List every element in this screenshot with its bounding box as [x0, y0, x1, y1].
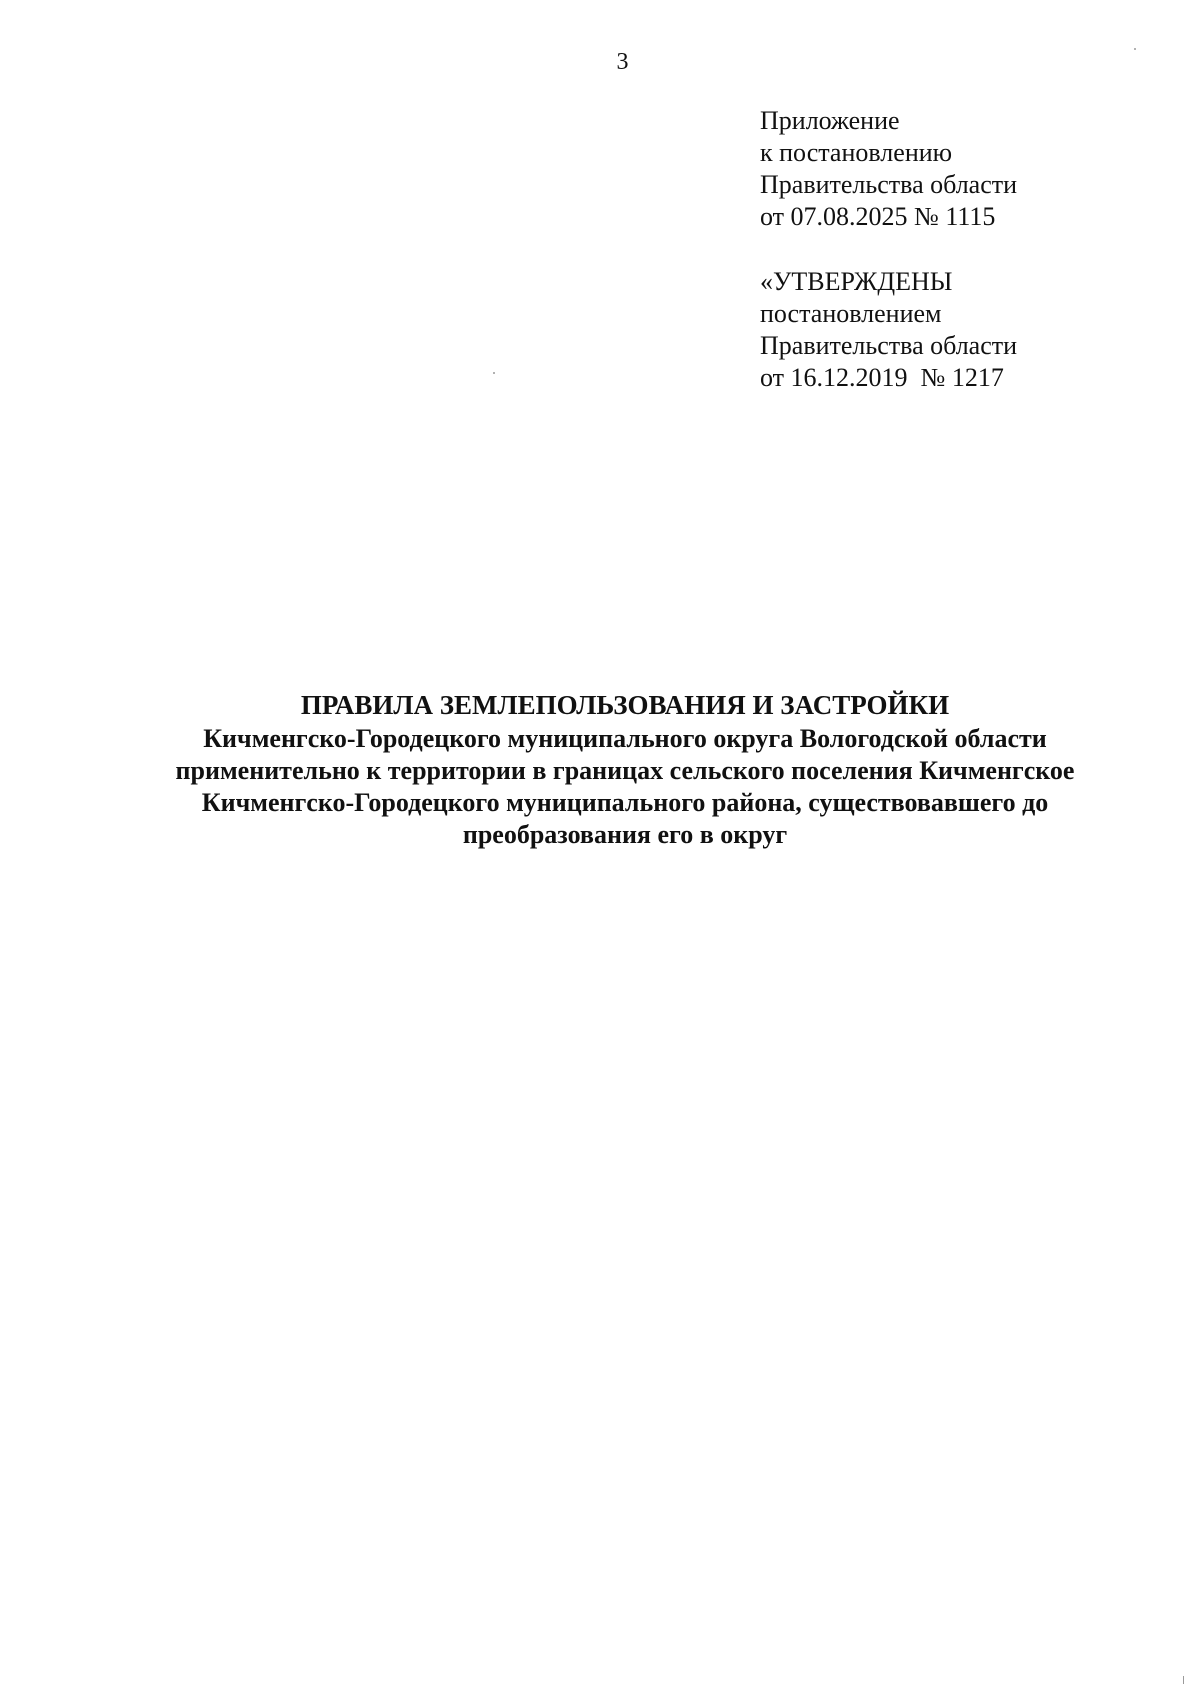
document-subtitle-line: Кичменгско-Городецкого муниципального округа Вологодской области [203, 724, 1047, 753]
annex-line: Приложение [760, 106, 900, 135]
scan-speck [1134, 48, 1136, 50]
approved-line: постановлением [760, 299, 942, 328]
document-subtitle-line: преобразования его в округ [462, 820, 788, 849]
document-subtitle-line: Кичменгско-Городецкого муниципального района, существовавшего до [201, 788, 1049, 817]
scan-speck [493, 372, 495, 374]
document-subtitle-line: применительно к территории в границах сельского поселения Кичменгское [175, 756, 1075, 785]
scan-speck [1183, 1676, 1184, 1684]
page-number: 3 [616, 49, 629, 75]
approved-line: Правительства области [760, 331, 1018, 360]
annex-line: к постановлению [760, 138, 953, 167]
approved-line: «УТВЕРЖДЕНЫ [760, 267, 953, 296]
document-title-block [100, 688, 1150, 851]
document-title: ПРАВИЛА ЗЕМЛЕПОЛЬЗОВАНИЯ И ЗАСТРОЙКИ [300, 690, 950, 720]
annex-line: от 07.08.2025 № 1115 [760, 202, 996, 231]
approved-line: от 16.12.2019 № 1217 [760, 363, 1004, 392]
approval-stamp-text [760, 266, 1180, 394]
annex-line: Правительства области [760, 170, 1018, 199]
annex-reference [760, 105, 1180, 233]
